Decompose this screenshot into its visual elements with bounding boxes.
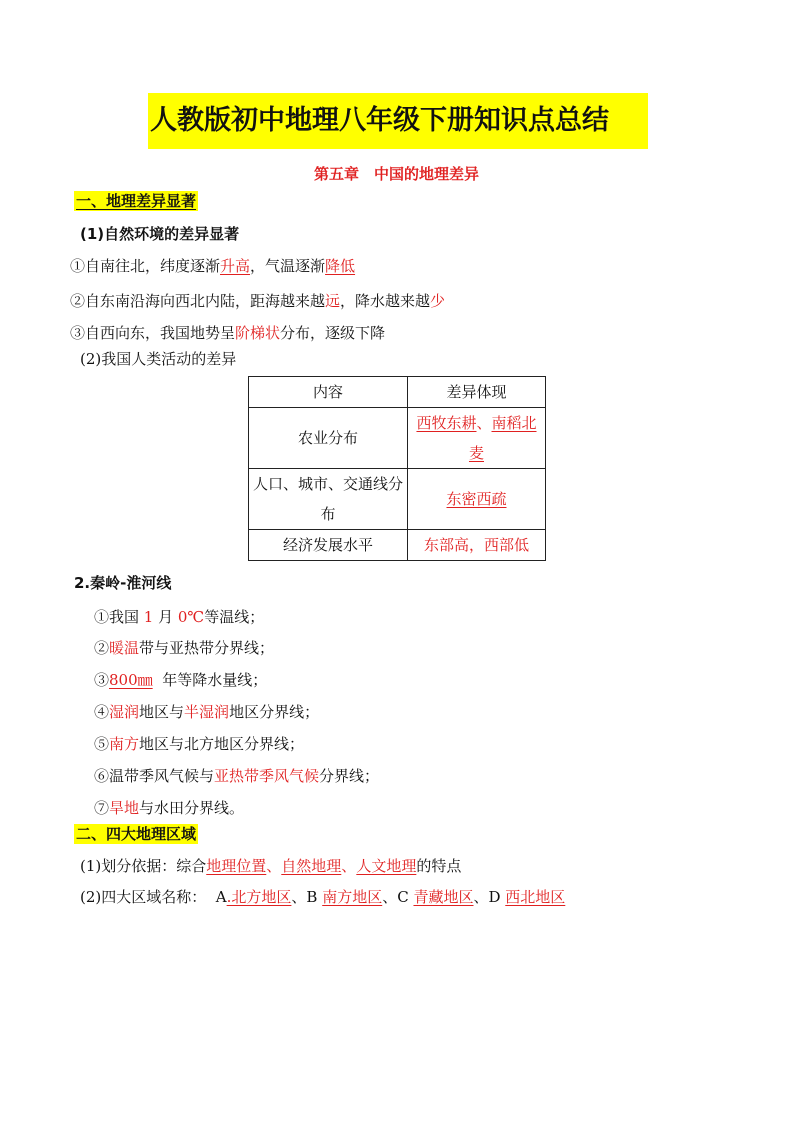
answer: 地理位置 bbox=[206, 857, 267, 875]
text: 与水田分界线。 bbox=[139, 799, 245, 817]
section-heading bbox=[74, 190, 198, 211]
text-line bbox=[70, 255, 355, 276]
section-heading-text: 二、四大地理区域 bbox=[76, 825, 197, 843]
answer: 降低 bbox=[325, 257, 356, 275]
text: ⑦ bbox=[94, 799, 110, 817]
answer: 湿润 bbox=[109, 703, 140, 721]
table-row bbox=[249, 530, 546, 561]
section-heading: 2.秦岭-淮河线 bbox=[74, 574, 172, 592]
text: (1)划分依据：综合 bbox=[80, 857, 207, 875]
answer: 少 bbox=[430, 292, 446, 310]
text-line bbox=[80, 886, 565, 907]
text: ②自东南沿海向西北内陆，距海越来越 bbox=[70, 292, 326, 310]
answer: 青藏地区 bbox=[413, 888, 474, 906]
text: 分布，逐级下降 bbox=[280, 324, 386, 342]
text: ③ bbox=[94, 671, 110, 689]
answer: 自然地理 bbox=[281, 857, 342, 875]
text: ④ bbox=[94, 703, 110, 721]
table-row bbox=[249, 469, 546, 530]
table-cell: 农业分布 bbox=[249, 408, 408, 469]
text: ③自西向东，我国地势呈 bbox=[70, 324, 236, 342]
list-item bbox=[94, 733, 304, 754]
answer: 南稻北麦 bbox=[468, 414, 537, 462]
answer: 西牧东耕 bbox=[416, 414, 477, 432]
list-item bbox=[94, 606, 264, 627]
answer: 南方 bbox=[109, 735, 140, 753]
separator: 、 bbox=[266, 857, 282, 875]
text: 年等降水量线； bbox=[152, 671, 268, 689]
answer: 东密西疏 bbox=[446, 490, 507, 508]
answer: .北方地区 bbox=[226, 888, 292, 906]
text: 地区分界线； bbox=[229, 703, 320, 721]
document-title: 人教版初中地理八年级下册知识点总结 bbox=[148, 93, 648, 149]
text: 月 bbox=[153, 608, 178, 626]
text: 地区与 bbox=[139, 703, 185, 721]
text: 地区与北方地区分界线； bbox=[139, 735, 305, 753]
list-item bbox=[94, 637, 274, 658]
text: ② bbox=[94, 639, 110, 657]
table-cell: 东部高，西部低 bbox=[408, 530, 546, 561]
answer: 人文地理 bbox=[356, 857, 417, 875]
table-row bbox=[249, 408, 546, 469]
table-cell: 经济发展水平 bbox=[249, 530, 408, 561]
separator: 、B bbox=[291, 888, 323, 906]
answer: 1 bbox=[143, 608, 154, 626]
answer: 暖温 bbox=[109, 639, 140, 657]
section-heading bbox=[74, 823, 198, 844]
separator: 、 bbox=[341, 857, 357, 875]
separator: 、C bbox=[382, 888, 414, 906]
table-cell: 人口、城市、交通线分布 bbox=[249, 469, 408, 530]
section-heading-text: 一、地理差异显著 bbox=[76, 192, 197, 210]
chapter-heading: 第五章 中国的地理差异 bbox=[313, 165, 479, 183]
text: 的特点 bbox=[416, 857, 462, 875]
text: 带与亚热带分界线； bbox=[139, 639, 275, 657]
table-header: 内容 bbox=[249, 377, 408, 408]
list-item bbox=[94, 797, 244, 818]
text: ①自南往北，纬度逐渐 bbox=[70, 257, 221, 275]
table-row bbox=[249, 377, 546, 408]
separator: 、D bbox=[473, 888, 506, 906]
text-line bbox=[70, 290, 445, 311]
answer: 阶梯状 bbox=[235, 324, 281, 342]
answer: 800㎜ bbox=[109, 671, 153, 689]
list-item bbox=[94, 669, 267, 690]
answer: 远 bbox=[325, 292, 341, 310]
answer: 亚热带季风气候 bbox=[214, 767, 320, 785]
list-item bbox=[94, 765, 379, 786]
subheading: (1)自然环境的差异显著 bbox=[80, 225, 240, 243]
text: ⑤ bbox=[94, 735, 110, 753]
text-line bbox=[70, 322, 385, 343]
answer: 半湿润 bbox=[184, 703, 230, 721]
text: ，降水越来越 bbox=[340, 292, 431, 310]
text: ①我国 bbox=[94, 608, 144, 626]
answer: 旱地 bbox=[109, 799, 140, 817]
text-line bbox=[80, 855, 461, 876]
table-cell bbox=[408, 408, 546, 469]
table-cell bbox=[408, 469, 546, 530]
text: 等温线； bbox=[204, 608, 265, 626]
answer: 西北地区 bbox=[505, 888, 566, 906]
text: ，气温逐渐 bbox=[250, 257, 326, 275]
answer: 升高 bbox=[220, 257, 251, 275]
list-item bbox=[94, 701, 319, 722]
table-header: 差异体现 bbox=[408, 377, 546, 408]
subheading: (2)我国人类活动的差异 bbox=[80, 350, 237, 368]
text: 分界线； bbox=[319, 767, 380, 785]
text: ⑥温带季风气候与 bbox=[94, 767, 215, 785]
answer: 南方地区 bbox=[322, 888, 383, 906]
answer: 0℃ bbox=[177, 608, 205, 626]
difference-table bbox=[248, 376, 546, 561]
separator: 、 bbox=[476, 414, 492, 432]
text: (2)四大区域名称： A bbox=[80, 888, 227, 906]
